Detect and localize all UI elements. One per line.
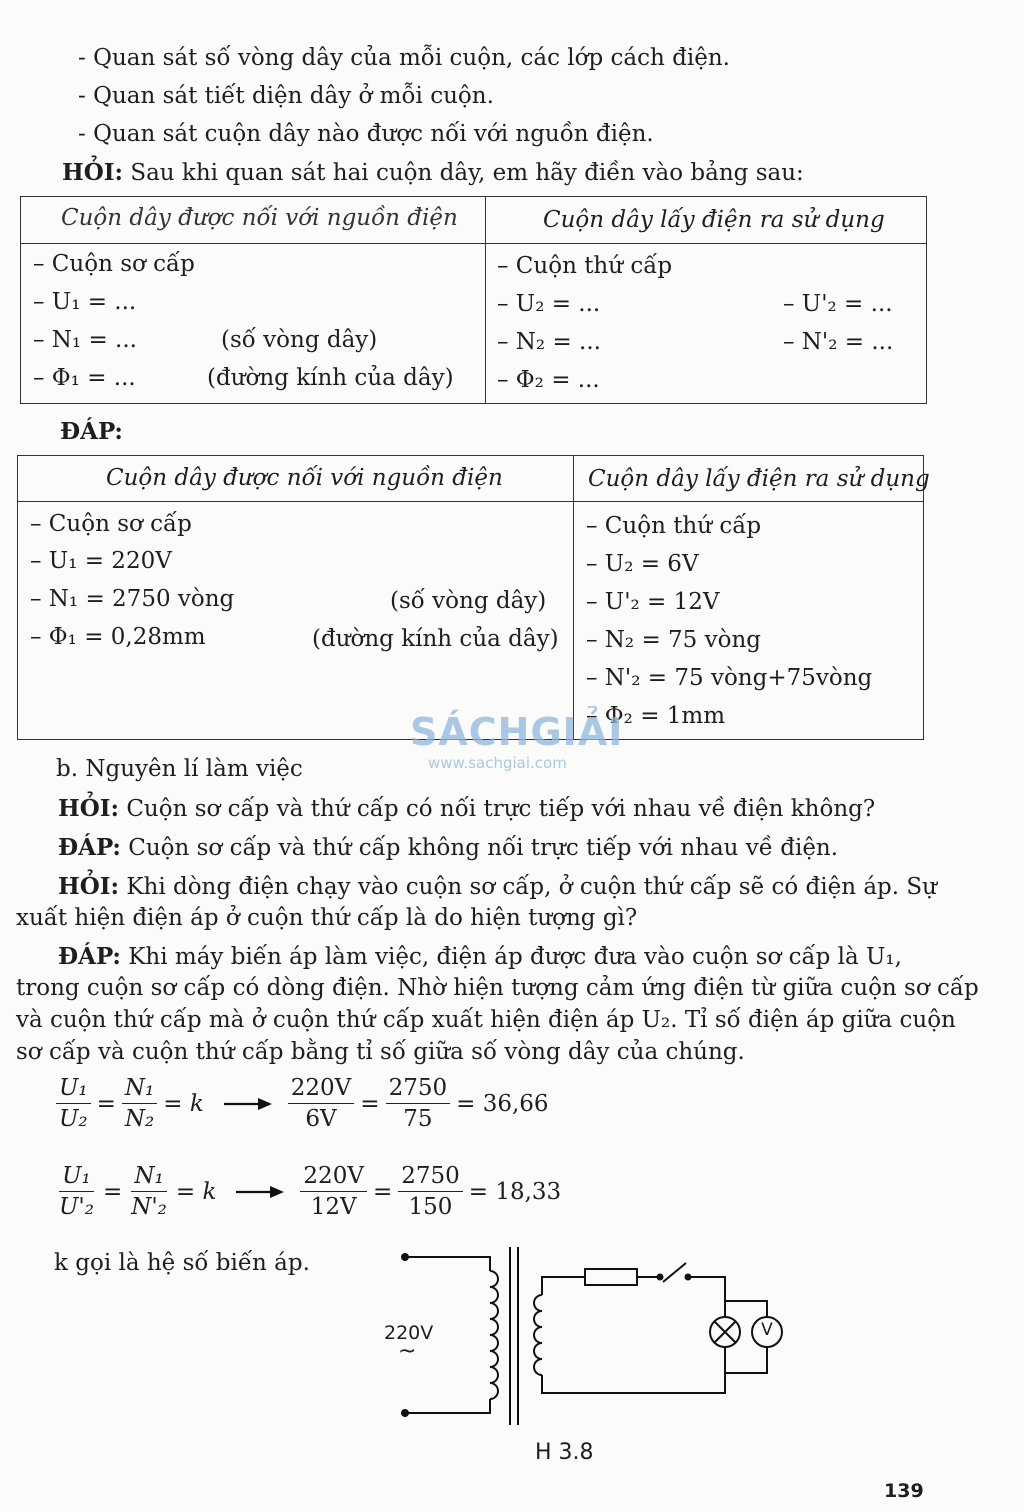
table1-phi2: – Φ₂ = ... <box>497 367 600 393</box>
ac-symbol: ~ <box>398 1339 417 1364</box>
bullet-source: - Quan sát cuộn dây nào được nối với nguồn điện. <box>78 121 654 147</box>
k-definition: k gọi là hệ số biến áp. <box>54 1250 310 1276</box>
formula-primary-ratio: $\frac{\text{U₁}}{\text{U₂}}$ = $\frac{\text{N₁}}{\text{N₂}}$ = k $\frac{220V}{6V}$ = $\frac{2750}{75}$ = 36,66 <box>56 1075 549 1132</box>
watermark-url: www.sachgiai.com <box>428 754 567 772</box>
table1-phi1-note: (đường kính của dây) <box>207 365 454 391</box>
table1-header-primary: Cuộn dây được nối với nguồn điện <box>61 205 458 231</box>
table1-phi1: – Φ₁ = ... <box>33 365 136 391</box>
question-3-label: HỎI: <box>58 873 120 900</box>
transformer-circuit-diagram <box>370 1235 800 1450</box>
f1-n2: N₂ <box>124 1106 155 1132</box>
table2-phi1-note: (đường kính của dây) <box>312 626 559 652</box>
answer-3-line1 <box>58 943 902 970</box>
question-2-label: HỎI: <box>58 795 120 822</box>
table1-u2-prime: – U'₂ = ... <box>783 291 893 317</box>
question-3-text: Khi dòng điện chạy vào cuộn sơ cấp, ở cuộn thứ cấp sẽ có điện áp. Sự <box>119 874 937 900</box>
f1-n1: N₁ <box>122 1075 157 1104</box>
table2-phi1: – Φ₁ = 0,28mm <box>30 624 206 650</box>
answer-2-text: Cuộn sơ cấp và thứ cấp không nối trực tiếp với nhau về điện. <box>120 835 839 861</box>
f2-voltage-num: 220V <box>300 1163 367 1192</box>
answer-2 <box>58 834 838 861</box>
answer-2-label: ĐÁP: <box>58 834 121 861</box>
bullet-cross-section: - Quan sát tiết diện dây ở mỗi cuộn. <box>78 83 494 109</box>
question-1 <box>62 159 804 186</box>
table2-n2-prime: – N'₂ = 75 vòng+75vòng <box>586 665 873 691</box>
answer-3-line4: sơ cấp và cuộn thứ cấp bằng tỉ số giữa số vòng dây của chúng. <box>16 1039 745 1065</box>
table2-u2-prime: – U'₂ = 12V <box>586 589 720 615</box>
table2-header-secondary: Cuộn dây lấy điện ra sử dụng <box>588 466 930 492</box>
f1-voltage-num: 220V <box>288 1075 355 1104</box>
table2-n1: – N₁ = 2750 vòng <box>30 586 235 612</box>
bullet-turns: - Quan sát số vòng dây của mỗi cuộn, các lớp cách điện. <box>78 45 730 71</box>
answer-3-line3: và cuộn thứ cấp mà ở cuộn thứ cấp xuất hiện điện áp U₂. Tỉ số điện áp giữa cuộn <box>16 1007 956 1033</box>
question-3-line2: xuất hiện điện áp ở cuộn thứ cấp là do hiện tượng gì? <box>16 905 638 931</box>
table2-u2: – U₂ = 6V <box>586 551 699 577</box>
page-number: 139 <box>884 1480 924 1502</box>
f2-k: = k <box>175 1178 217 1205</box>
voltmeter-label: V <box>761 1320 773 1340</box>
f2-n2: N'₂ <box>131 1194 167 1220</box>
answer-3-label: ĐÁP: <box>58 943 121 970</box>
table2-u1: – U₁ = 220V <box>30 548 172 574</box>
f2-u2: U'₂ <box>59 1194 94 1220</box>
question-1-text: Sau khi quan sát hai cuộn dây, em hãy điền vào bảng sau: <box>123 160 804 186</box>
table2-n2: – N₂ = 75 vòng <box>586 627 762 653</box>
answer-3-text: Khi máy biến áp làm việc, điện áp được đưa vào cuộn sơ cấp là U₁, <box>120 944 902 970</box>
f2-voltage-den: 12V <box>310 1194 357 1220</box>
f1-k: = k <box>163 1090 204 1117</box>
table2-secondary-name: – Cuộn thứ cấp <box>586 513 762 539</box>
table1-u2: – U₂ = ... <box>497 291 601 317</box>
answer-3-line2: trong cuộn sơ cấp có dòng điện. Nhờ hiện tượng cảm ứng điện từ giữa cuộn sơ cấp <box>16 975 979 1001</box>
f2-u1: U₁ <box>59 1163 94 1192</box>
table1-n2: – N₂ = ... <box>497 329 601 355</box>
table2-primary-name: – Cuộn sơ cấp <box>30 511 192 537</box>
arrow-icon <box>232 1182 288 1202</box>
section-heading: b. Nguyên lí làm việc <box>56 756 303 782</box>
table1-header-secondary: Cuộn dây lấy điện ra sử dụng <box>543 207 885 233</box>
table1-n1-note: (số vòng dây) <box>221 327 378 353</box>
table2-header-primary: Cuộn dây được nối với nguồn điện <box>106 465 503 491</box>
f2-result: = 18,33 <box>468 1178 562 1205</box>
table2-n1-note: (số vòng dây) <box>390 588 547 614</box>
formula-secondary-ratio: $\frac{\text{U₁}}{\text{U'₂}}$ = $\frac{\text{N₁}}{\text{N'₂}}$ = k $\frac{220V}{12V}$ = $\frac{2750}{150}$ = 18,33 <box>56 1163 561 1220</box>
table2-phi2: – Φ₂ = 1mm <box>586 703 726 729</box>
table1-n1: – N₁ = ... <box>33 327 137 353</box>
question-2 <box>58 795 875 822</box>
f1-turns-den: 75 <box>403 1106 433 1132</box>
question-1-label: HỎI: <box>62 159 124 186</box>
question-3-line1 <box>58 873 937 900</box>
table1-u1: – U₁ = ... <box>33 289 137 315</box>
question-2-text: Cuộn sơ cấp và thứ cấp có nối trực tiếp với nhau về điện không? <box>119 796 876 822</box>
source-voltage-label: 220V <box>384 1322 434 1344</box>
f2-turns-den: 150 <box>408 1194 453 1220</box>
answer-label: ĐÁP: <box>60 418 123 445</box>
f1-result: = 36,66 <box>456 1090 549 1117</box>
f1-u1: U₁ <box>56 1075 91 1104</box>
f2-turns-num: 2750 <box>398 1163 463 1192</box>
f1-u2: U₂ <box>59 1106 88 1132</box>
table-answer <box>17 455 930 740</box>
table-empty <box>20 196 927 404</box>
watermark <box>410 710 623 772</box>
f2-n1: N₁ <box>131 1163 166 1192</box>
table1-secondary-name: – Cuộn thứ cấp <box>497 253 673 279</box>
f1-turns-num: 2750 <box>386 1075 451 1104</box>
watermark-brand: SÁCHGIẢI <box>410 710 624 754</box>
f1-voltage-den: 6V <box>305 1106 337 1132</box>
table1-n2-prime: – N'₂ = ... <box>783 329 894 355</box>
figure-caption: H 3.8 <box>535 1440 594 1465</box>
arrow-icon <box>220 1094 276 1114</box>
table1-primary-name: – Cuộn sơ cấp <box>33 251 195 277</box>
